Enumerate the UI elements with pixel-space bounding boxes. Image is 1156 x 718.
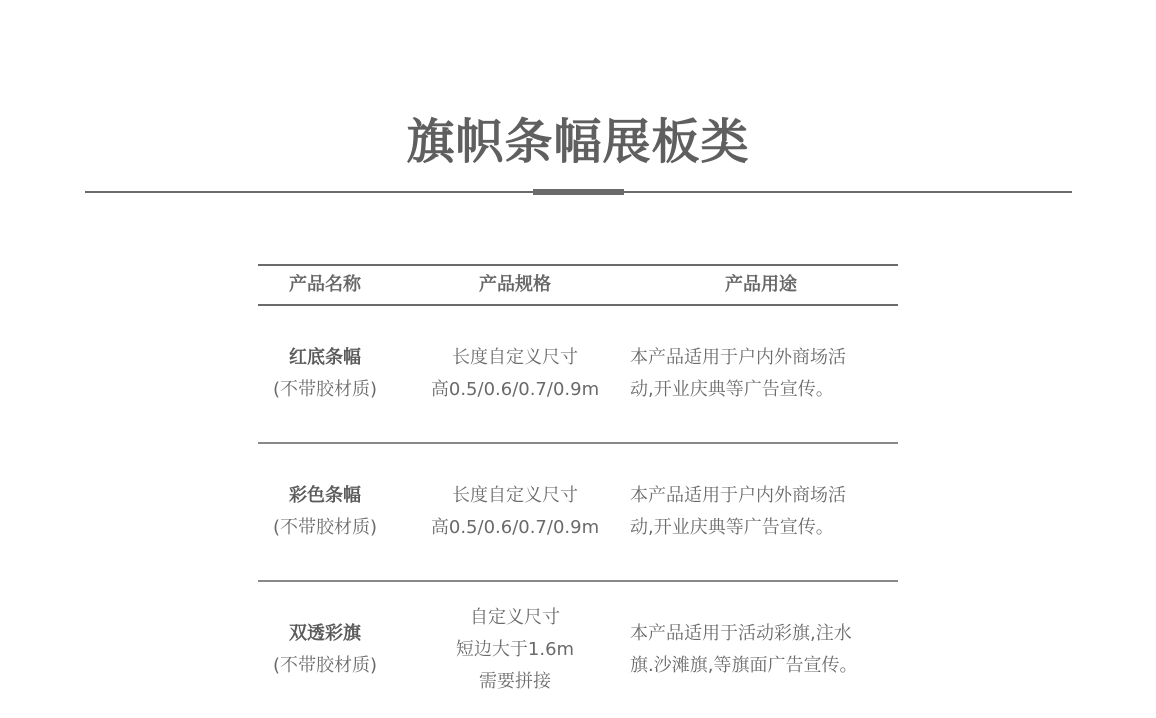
spec-line: 高0.5/0.6/0.7/0.9m — [430, 379, 600, 400]
use-line: 本产品适用于户内外商场活 — [630, 347, 846, 368]
use-line: 动,开业庆典等广告宣传。 — [630, 517, 834, 538]
product-name-cell — [258, 582, 392, 718]
page-title: 旗帜条幅展板类 — [406, 114, 750, 170]
spec-line: 高0.5/0.6/0.7/0.9m — [430, 517, 600, 538]
table-row — [258, 582, 898, 718]
product-use-cell — [630, 582, 894, 718]
product-use-cell — [630, 306, 894, 442]
use-line: 旗.沙滩旗,等旗面广告宣传。 — [630, 655, 858, 676]
product-material: (不带胶材质) — [272, 517, 378, 538]
use-line: 本产品适用于活动彩旗,注水 — [630, 623, 852, 644]
product-name: 红底条幅 — [289, 347, 361, 368]
header-product-name: 产品名称 — [289, 274, 361, 295]
spec-line: 长度自定义尺寸 — [452, 347, 578, 368]
use-line: 动,开业庆典等广告宣传。 — [630, 379, 834, 400]
product-name-cell — [258, 444, 392, 580]
product-name: 彩色条幅 — [289, 485, 361, 506]
product-spec-cell — [418, 306, 612, 442]
product-spec-table — [258, 264, 898, 718]
header-product-spec: 产品规格 — [479, 274, 551, 295]
product-name-cell — [258, 306, 392, 442]
spec-line: 自定义尺寸 — [470, 607, 560, 628]
spec-line: 长度自定义尺寸 — [452, 485, 578, 506]
header-product-use: 产品用途 — [725, 274, 797, 295]
table-header-row — [258, 264, 898, 306]
spec-line: 需要拼接 — [479, 671, 551, 692]
spec-line: 短边大于1.6m — [455, 639, 575, 660]
product-spec-cell — [418, 444, 612, 580]
title-divider-accent — [533, 189, 624, 195]
table-row — [258, 444, 898, 582]
product-material: (不带胶材质) — [272, 379, 378, 400]
use-line: 本产品适用于户内外商场活 — [630, 485, 846, 506]
product-spec-cell — [418, 582, 612, 718]
table-row — [258, 306, 898, 444]
product-use-cell — [630, 444, 894, 580]
product-material: (不带胶材质) — [272, 655, 378, 676]
product-name: 双透彩旗 — [289, 623, 361, 644]
